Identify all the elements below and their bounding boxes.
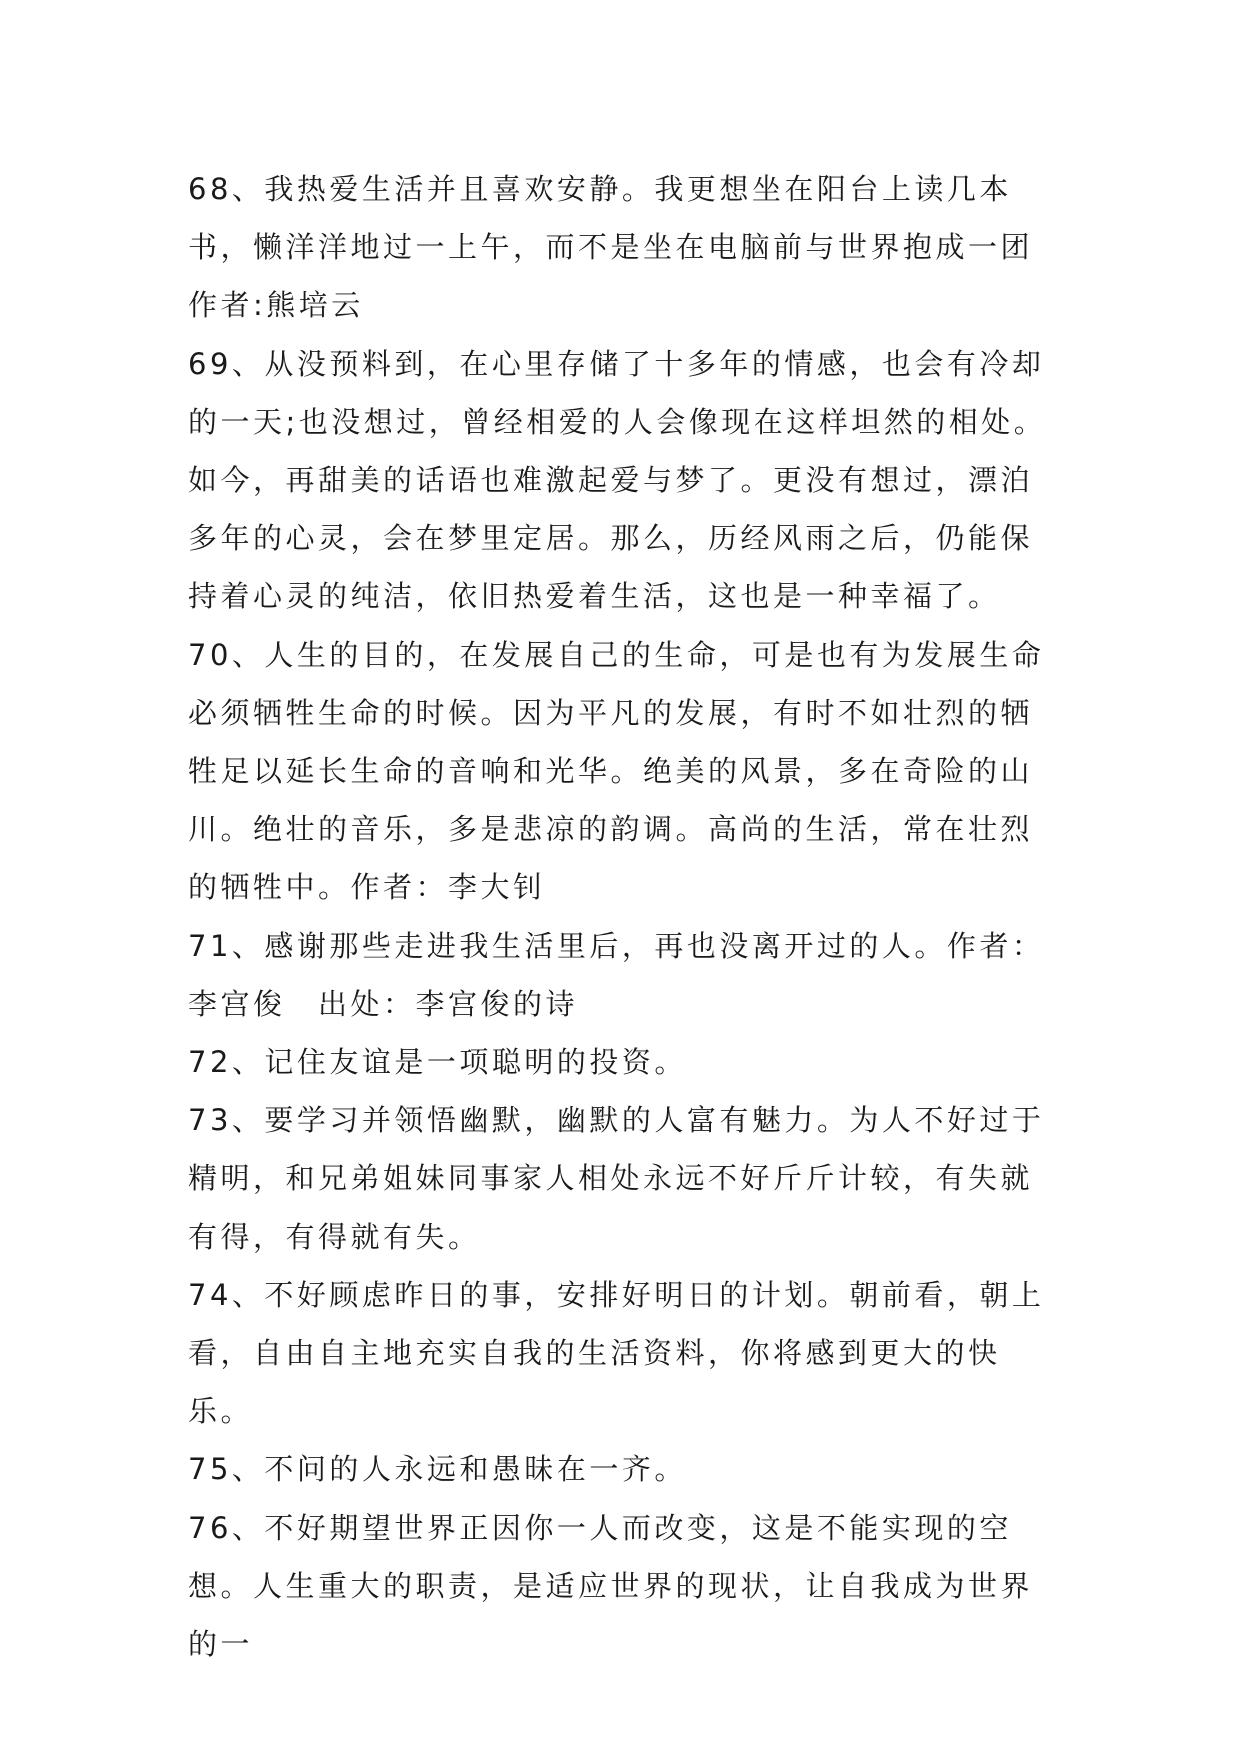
paragraph-76: 76、不好期望世界正因你一人而改变，这是不能实现的空想。人生重大的职责，是适应世界的现状，让自我成为世界的一	[188, 1510, 1034, 1662]
paragraph-70: 70、人生的目的，在发展自己的生命，可是也有为发展生命必须牺牲生命的时候。因为平凡的发展，有时不如壮烈的牺牲足以延长生命的音响和光华。绝美的风景，多在奇险的山川。绝壮的音乐，多是悲凉的韵调。高尚的生活，常在壮烈的牺牲中。作者：李大钊	[188, 637, 1045, 905]
paragraph-69: 69、从没预料到，在心里存储了十多年的情感，也会有冷却的一天;也没想过，曾经相爱的人会像现在这样坦然的相处。如今，再甜美的话语也难激起爱与梦了。更没有想过，漂泊多年的心灵，会在梦里定居。那么，历经风雨之后，仍能保持着心灵的纯洁，依旧热爱着生活，这也是一种幸福了。	[188, 346, 1047, 614]
paragraph-75: 75、不问的人永远和愚昧在一齐。	[188, 1452, 687, 1487]
paragraph-71: 71、感谢那些走进我生活里后，再也没离开过的人。作者：李宫俊 出处：李宫俊的诗	[188, 928, 1045, 1021]
paragraph-73: 73、要学习并领悟幽默，幽默的人富有魅力。为人不好过于精明，和兄弟姐妹同事家人相处永远不好斤斤计较，有失就有得，有得就有失。	[188, 1103, 1045, 1254]
paragraph-72: 72、记住友谊是一项聪明的投资。	[188, 1045, 687, 1080]
paragraph-68: 68、我热爱生活并且喜欢安静。我更想坐在阳台上读几本书，懒洋洋地过一上午，而不是坐在电脑前与世界抱成一团作者:熊培云	[188, 172, 1034, 323]
paragraph-74: 74、不好顾虑昨日的事，安排好明日的计划。朝前看，朝上看，自由自主地充实自我的生活资料，你将感到更大的快乐。	[188, 1277, 1045, 1429]
document-body	[188, 160, 1058, 1673]
